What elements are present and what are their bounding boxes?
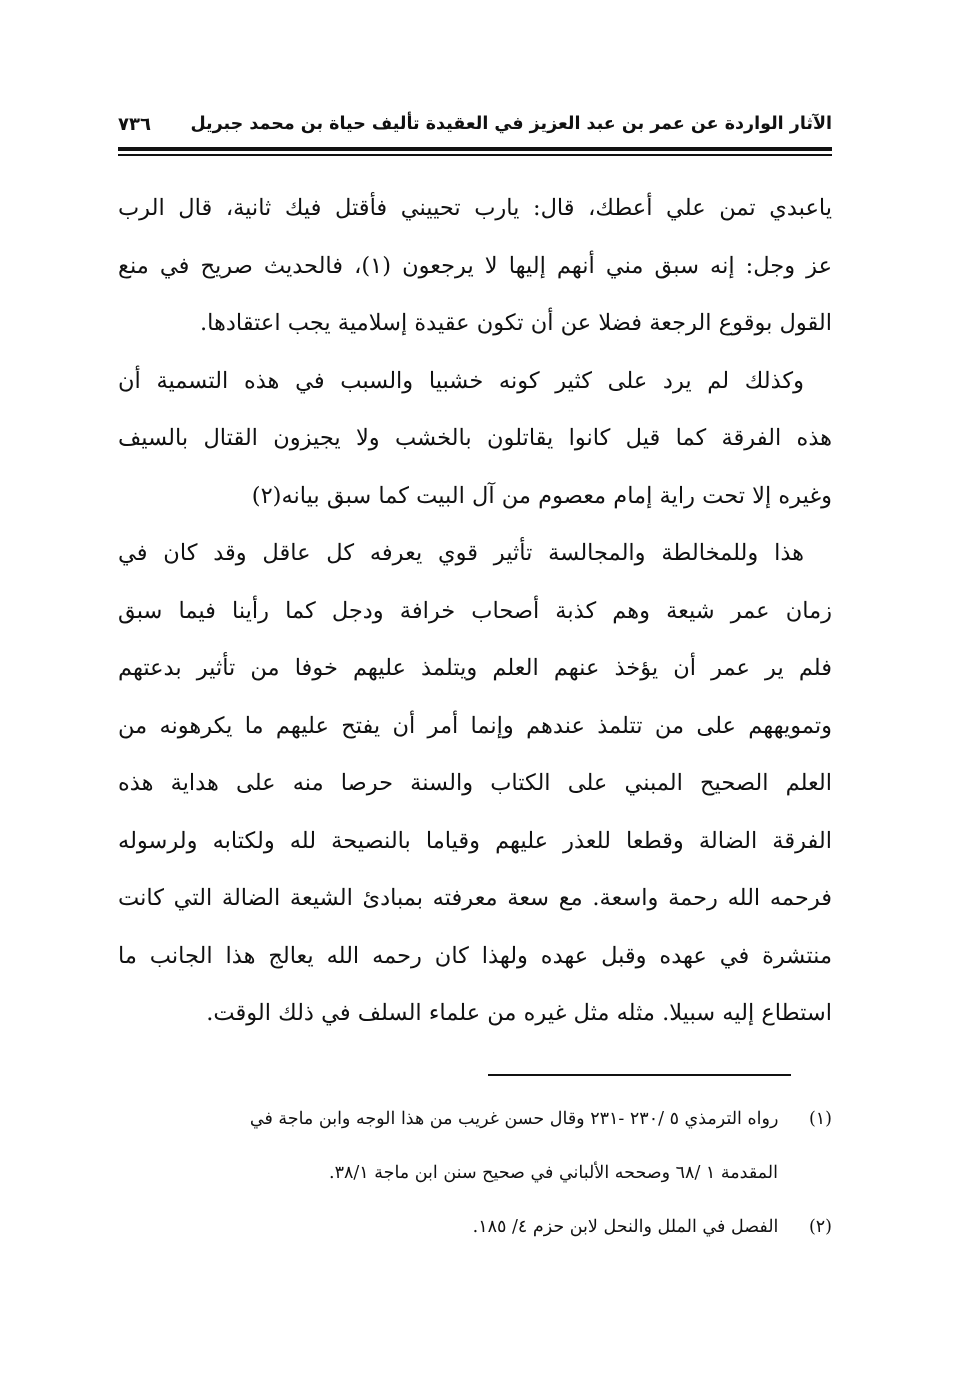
text-line: العلم الصحيح المبني على الكتاب والسنة حرصا منه على هداية هذه [118, 770, 832, 796]
text-line: ياعبدي تمن علي أعطك، قال: يارب تحييني فأقتل فيك ثانية، قال الرب [118, 195, 832, 221]
footnote-1-number: (١) [808, 1109, 832, 1129]
text-line: منتشرة في عهده وقبل عهده ولهذا كان رحمه الله يعالج هذا الجانب ما [118, 942, 832, 969]
text-line: هذا وللمخالطة والمجالسة تأثير قوي يعرفه كل عاقل وقد كان في [118, 540, 804, 566]
footnote-separator [488, 1074, 791, 1076]
body-text [118, 180, 832, 1043]
header-rule-thick [118, 147, 832, 151]
footnotes [118, 1092, 832, 1254]
text-line: فرحمه الله رحمة واسعة. مع سعة معرفته بمبادئ الشيعة الضالة التي كانت [118, 885, 832, 911]
text-line: هذه الفرقة كما قيل كانوا يقاتلون بالخشب ولا يجيزون القتال بالسيف [118, 425, 832, 451]
text-line: وتمويههم على من تتلمذ عندهم وإنما أمر أن يفتح عليهم ما يكرهونه من [118, 712, 832, 739]
footnote-1-text: رواه الترمذي ٥ /٢٣٠ -٢٣١ وقال حسن غريب من هذا الوجه وابن ماجة في [249, 1109, 779, 1129]
text-line: فلم ير عمر أن يؤخذ عنهم العلم ويتلمذ عليهم خوفا من تأثير بدعتهم [118, 655, 832, 681]
header-rule-thin [118, 154, 832, 156]
page-number: ٧٣٦ [118, 114, 151, 135]
text-line: عز وجل: إنه سبق مني أنهم إليها لا يرجعون (١)، فالحديث صريح في منع [118, 252, 832, 279]
footnote-2 [118, 1200, 832, 1254]
text-line: وغيره إلا تحت راية إمام معصوم من آل البيت كما سبق بيانه(٢) [251, 482, 832, 509]
footnote-1 [118, 1092, 832, 1146]
footnote-2-number: (٢) [808, 1217, 832, 1237]
running-title: الآثار الواردة عن عمر بن عبد العزيز في العقيدة تأليف حياة بن محمد جبريل [190, 114, 832, 134]
footnote-1-continuation: المقدمة ١ /٦٨ وصححه الألباني في صحيح سنن ابن ماجة ٣٨/١. [329, 1163, 778, 1183]
text-line: وكذلك لم يرد على كثير كونه خشبيا والسبب في هذه التسمية أن [118, 367, 804, 394]
text-line: الفرقة الضالة وقطعا للعذر عليهم وقياما بالنصيحة لله ولكتابه ولرسوله [118, 827, 832, 854]
text-line: القول بوقوع الرجعة فضلا عن أن تكون عقيدة إسلامية يجب اعتقادها. [200, 310, 832, 336]
footnote-2-text: الفصل في الملل والنحل لابن حزم ٤/ ١٨٥. [472, 1217, 779, 1237]
text-line: استطاع إليه سبيلا. مثله مثل غيره من علماء السلف في ذلك الوقت. [206, 1000, 832, 1026]
text-line: زمان عمر شيعة وهم كذبة أصحاب خرافة ودجل كما رأينا فيما سبق [118, 597, 832, 624]
page-header [118, 112, 832, 146]
